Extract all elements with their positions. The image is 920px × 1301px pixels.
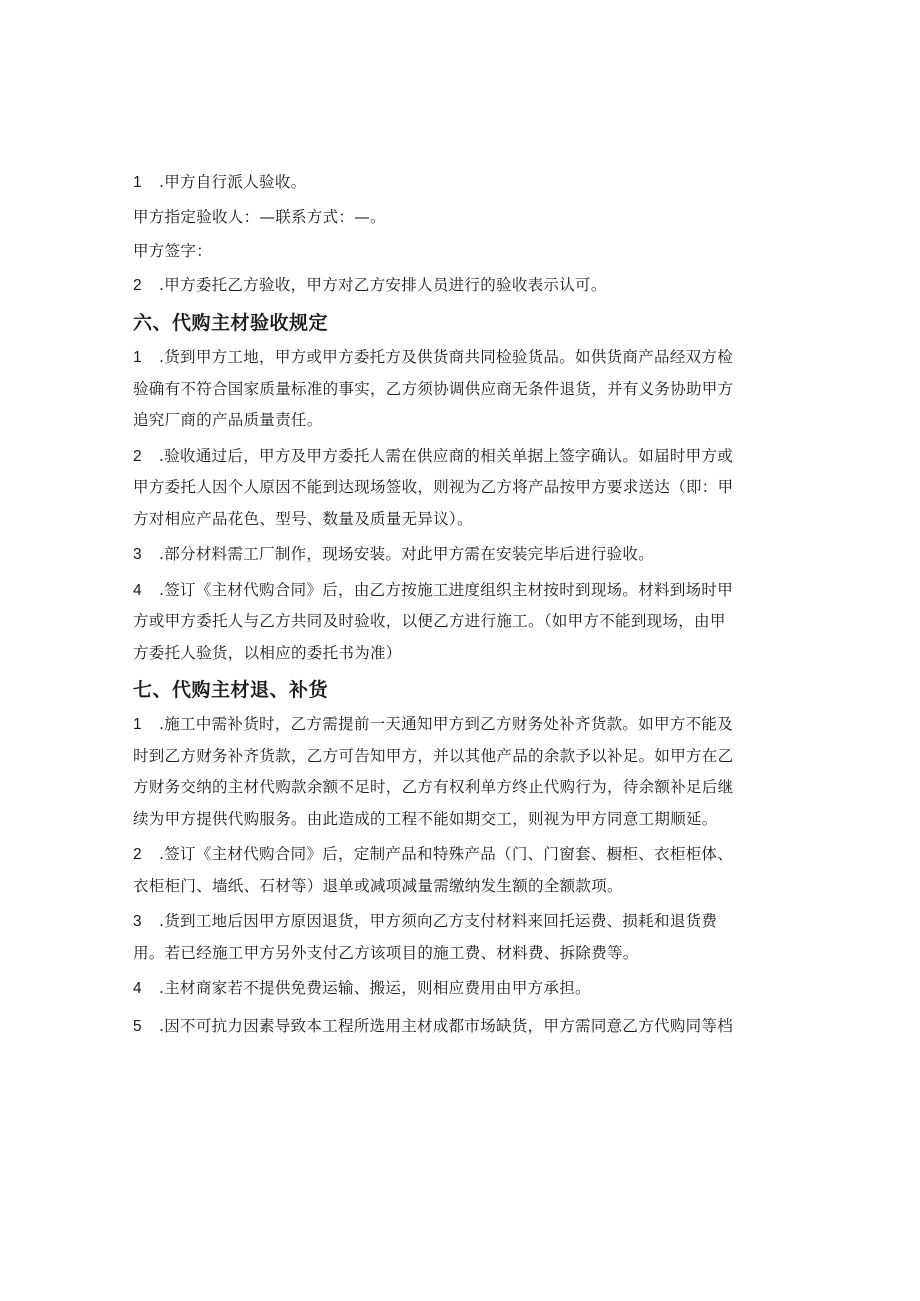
s6-item-1: [133, 342, 783, 437]
item-text: .甲方自行派人验收。: [159, 173, 307, 191]
s7-item-3: [133, 906, 783, 969]
item-number: 3: [133, 546, 142, 563]
item-number: 2: [133, 447, 142, 465]
s6-item-3: [133, 539, 783, 571]
item-number: 1: [133, 716, 142, 733]
s6-item-2: [133, 441, 783, 536]
inspector-line: 甲方指定验收人：—联系方式：—。: [133, 208, 386, 226]
s7-item-2: [133, 839, 783, 902]
line-text: .签订《主材代购合同》后，由乙方按施工进度组织主材按时到现场。材料到场时甲: [159, 580, 734, 599]
s6-item-4: [133, 575, 783, 670]
s7-item-5: [133, 1011, 783, 1043]
paragraph-line: [133, 342, 783, 374]
item-number: 2: [133, 277, 142, 294]
s7-item-1: [133, 709, 783, 835]
paragraph-line: 方财务交纳的主材代购款余额不足时，乙方有权利单方终止代购行为，待余额补足后继: [133, 778, 734, 796]
item-number: 4: [133, 581, 142, 599]
line-text: .施工中需补货时，乙方需提前一天通知甲方到乙方财务处补齐货款。如甲方不能及: [159, 715, 734, 733]
document-body: [133, 166, 783, 1042]
line-text: .部分材料需工厂制作，现场安装。对此甲方需在安装完毕后进行验收。: [159, 545, 655, 563]
paragraph-line: 衣柜柜门、墙纸、石材等）退单或减项减量需缴纳发生额的全额款项。: [133, 876, 623, 895]
item-number: 1: [133, 349, 142, 366]
line-text: .因不可抗力因素导致本工程所选用主材成都市场缺货，甲方需同意乙方代购同等档: [159, 1016, 734, 1035]
item-number: 1: [133, 174, 142, 191]
paragraph-line: 方对相应产品花色、型号、数量及质量无异议）。: [133, 509, 473, 528]
paragraph-line: 甲方委托人因个人原因不能到达现场签收，则视为乙方将产品按甲方要求送达（即：甲: [133, 478, 734, 496]
s7-item-4: [133, 973, 783, 1005]
item-text: .甲方委托乙方验收，甲方对乙方安排人员进行的验收表示认可。: [159, 276, 607, 294]
item-number: 3: [133, 913, 142, 930]
signature-line: 甲方签字：: [133, 242, 213, 260]
line-text: .签订《主材代购合同》后，定制产品和特殊产品（门、门窗套、橱柜、衣柜柜体、: [159, 845, 734, 863]
item-number: 5: [133, 1017, 142, 1035]
section-7-title: 七、代购主材退、补货: [133, 679, 329, 701]
paragraph-line: 方委托人验货，以相应的委托书为准）: [133, 643, 402, 662]
paragraph-line: [133, 973, 783, 1005]
paragraph-line: [133, 1011, 783, 1043]
line-text: .货到工地后因甲方原因退货，甲方须向乙方支付材料来回托运费、损耗和退货费: [159, 912, 718, 930]
paragraph-line: 用。若已经施工甲方另外支付乙方该项目的施工费、材料费、拆除费等。: [133, 943, 639, 962]
paragraph-line: [133, 539, 783, 571]
paragraph-line: 方或甲方委托人与乙方共同及时验收，以便乙方进行施工。（如甲方不能到现场，由甲: [133, 612, 726, 630]
section-6-title: 六、代购主材验收规定: [133, 312, 329, 334]
line-text: .货到甲方工地，甲方或甲方委托方及供货商共同检验货品。如供货商产品经双方检: [159, 348, 734, 366]
line-text: .主材商家若不提供免费运输、搬运，则相应费用由甲方承担。: [159, 979, 591, 997]
paragraph-line: [133, 575, 783, 607]
paragraph-line: 时到乙方财务补齐货款，乙方可告知甲方，并以其他产品的余款予以补足。如甲方在乙: [133, 746, 734, 765]
item-number: 2: [133, 846, 142, 863]
line-text: .验收通过后，甲方及甲方委托人需在供应商的相关单据上签字确认。如届时甲方或: [159, 446, 734, 465]
paragraph-line: 验确有不符合国家质量标准的事实，乙方须协调供应商无条件退货，并有义务协助甲方: [133, 379, 734, 398]
item-number: 4: [133, 980, 142, 997]
paragraph-line: 追究厂商的产品质量责任。: [133, 411, 323, 429]
paragraph-line: 续为甲方提供代购服务。由此造成的工程不能如期交工，则视为甲方同意工期顺延。: [133, 809, 718, 828]
paragraph-line: [133, 441, 783, 473]
s5-item-1: [133, 166, 783, 199]
paragraph-line: [133, 839, 783, 871]
s5-item-2: [133, 269, 783, 302]
paragraph-line: [133, 906, 783, 938]
paragraph-line: [133, 709, 783, 741]
